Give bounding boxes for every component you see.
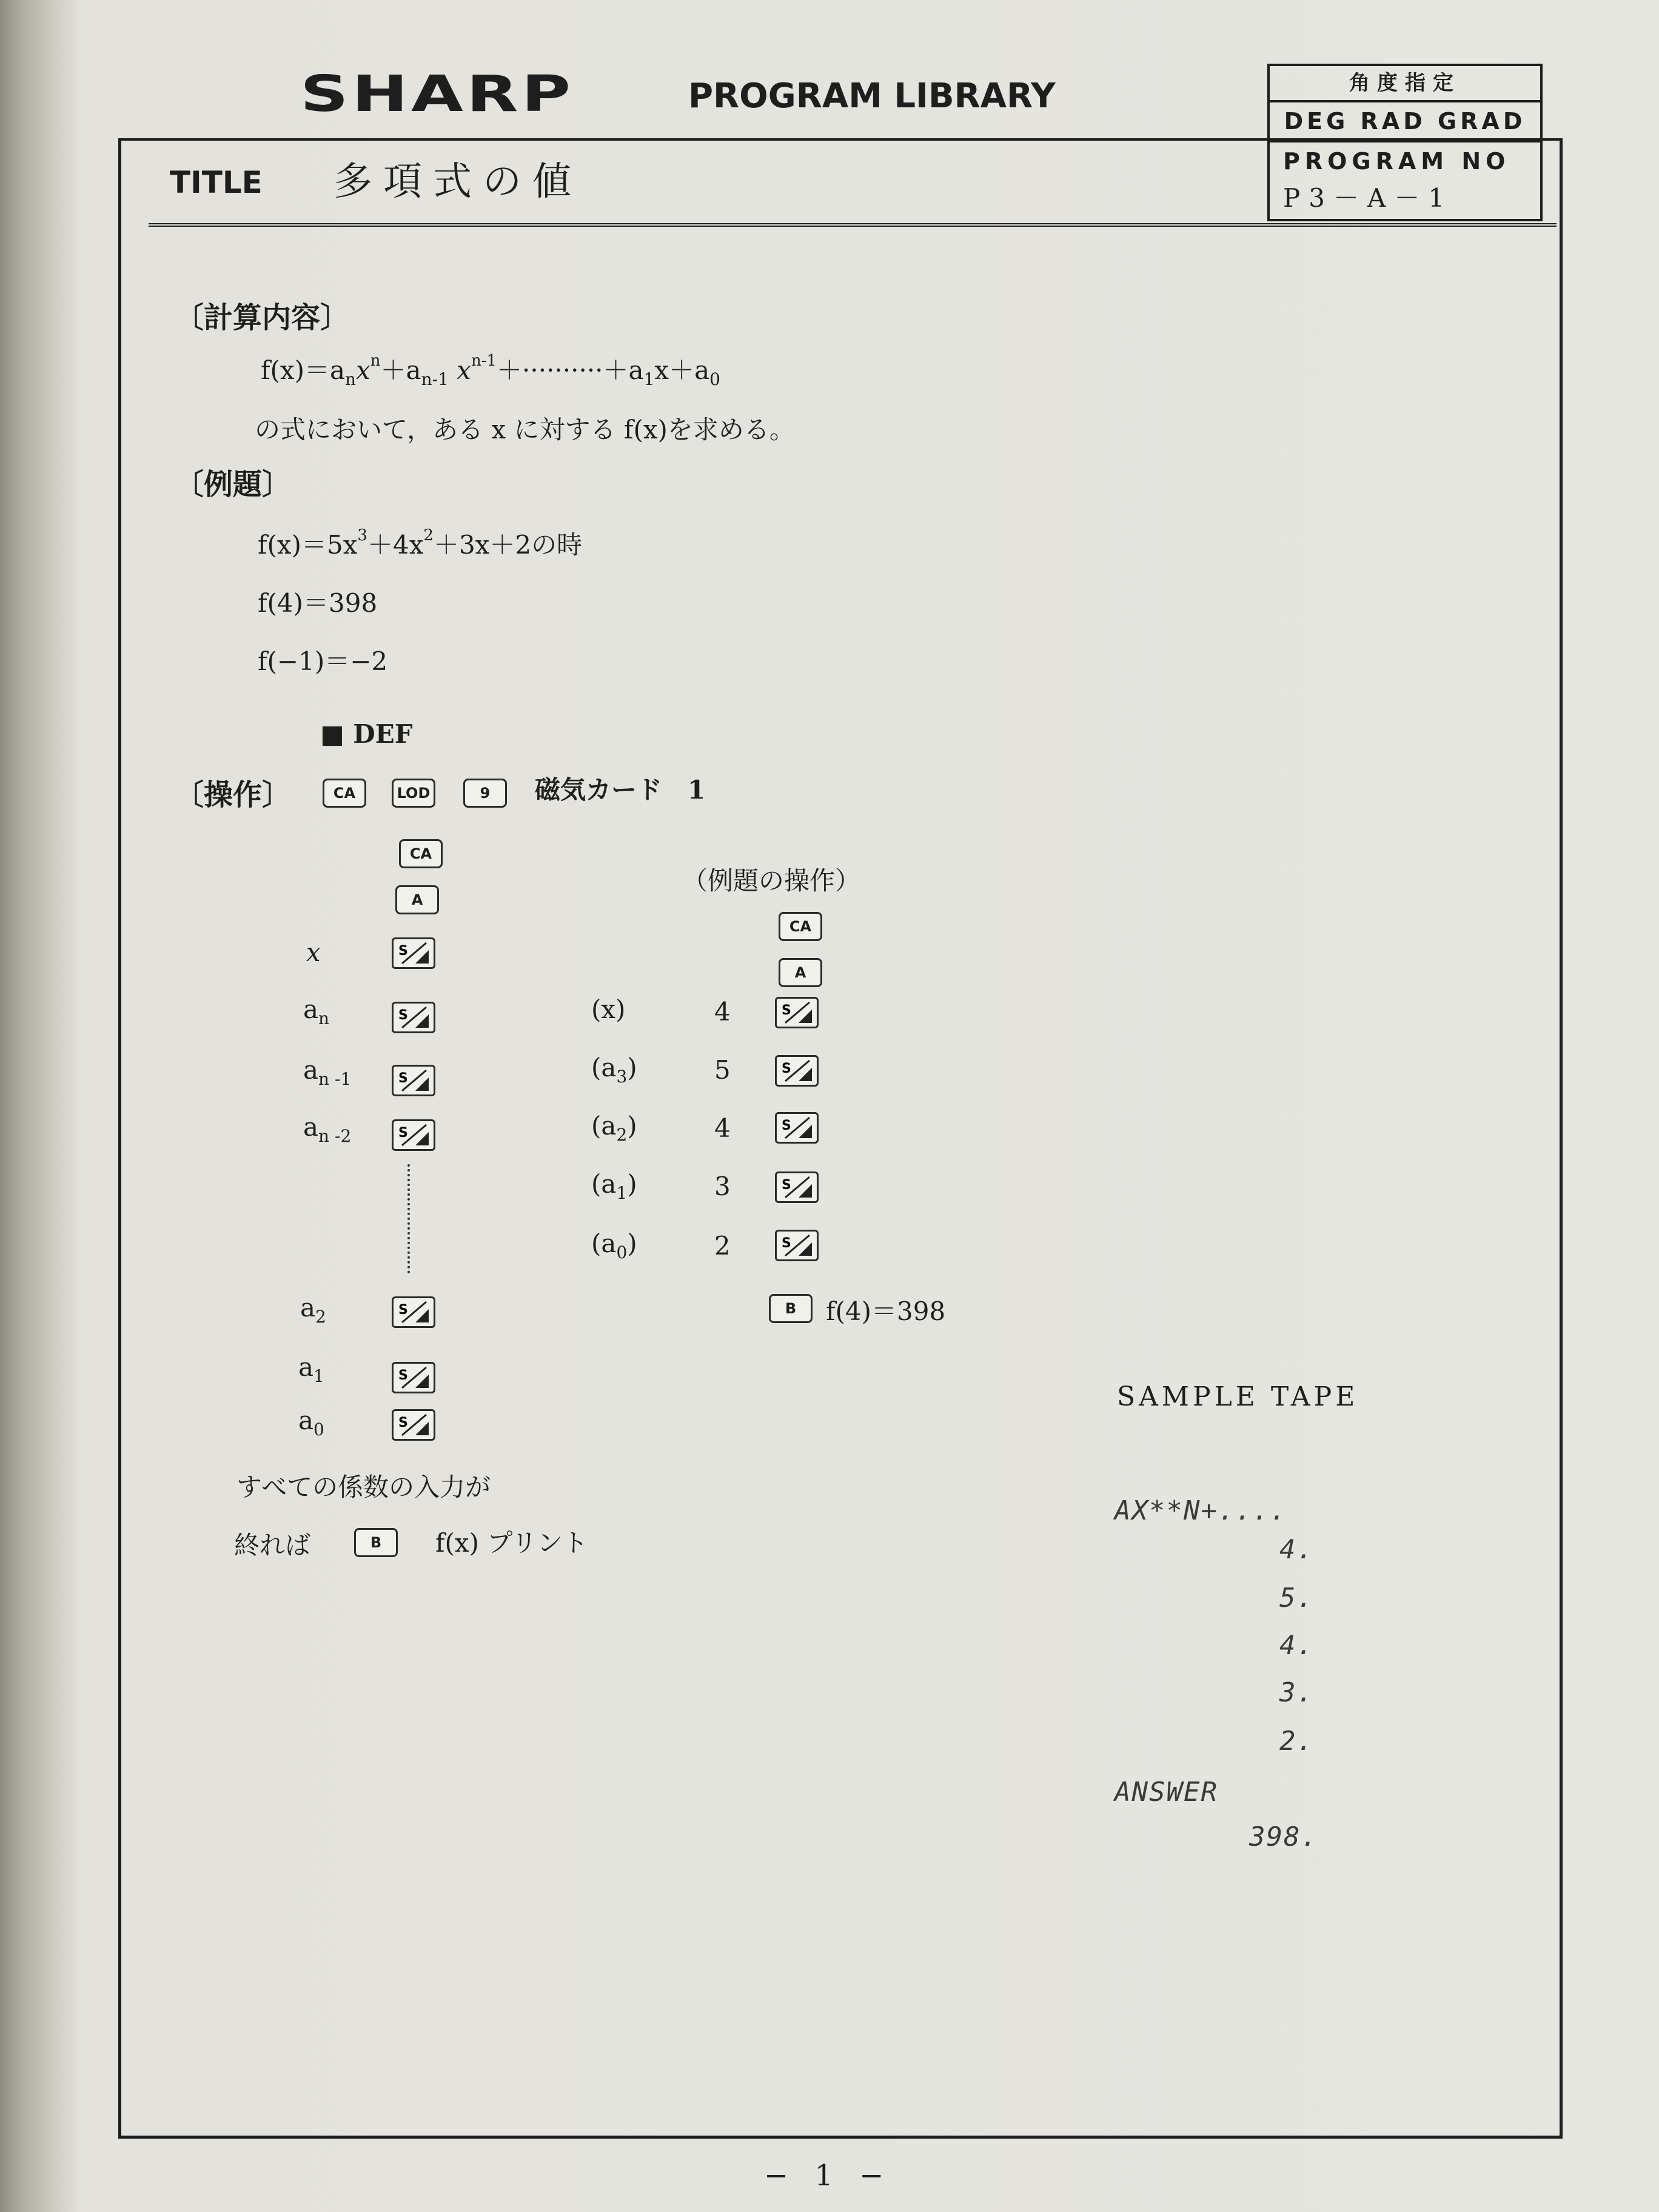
operation-heading: 〔操作〕 <box>175 778 292 812</box>
tape-answer-label: ANSWER <box>1114 1777 1218 1808</box>
title-label: TITLE <box>170 165 263 200</box>
step-var-an-2: $a_{n -2}$ <box>303 1112 352 1146</box>
brand-logo: SHARP <box>300 65 574 123</box>
ex-row-label-x: (x) <box>591 994 626 1024</box>
ex-s-key-3 <box>775 1112 819 1144</box>
svg-text:S: S <box>398 1071 408 1086</box>
calc-description: の式において，ある x に対する f(x)を求める。 <box>255 415 795 444</box>
ex-key-a: A <box>779 958 822 987</box>
svg-text:S: S <box>398 943 408 959</box>
example-equation: $f(x)=5x^3+4x^2+3x+2$の時 <box>258 526 583 560</box>
tape-answer-value: 398. <box>1249 1822 1318 1852</box>
key-lod: LOD <box>392 779 435 808</box>
ex-row-value-x: 4 <box>714 997 731 1027</box>
tape-header: AX**N+.... <box>1114 1495 1287 1526</box>
angle-modes: DEG RAD GRAD <box>1270 102 1540 142</box>
svg-text:S: S <box>782 1178 791 1193</box>
magnetic-card-label: 磁気カード 1 <box>535 775 706 805</box>
ex-row-label-a3: $(a_3)$ <box>591 1053 637 1087</box>
page-title: 多項式の値 <box>333 159 582 204</box>
ex-s-key-2 <box>775 1055 819 1087</box>
svg-text:S: S <box>398 1368 408 1383</box>
svg-text:S: S <box>398 1415 408 1430</box>
example-ops-heading: （例題の操作） <box>682 866 861 896</box>
def-label: ■ DEF <box>320 719 413 749</box>
ex-row-value-a1: 3 <box>714 1171 731 1201</box>
angle-spec-title: 角度指定 <box>1270 66 1540 102</box>
key-b: B <box>354 1528 398 1557</box>
sample-tape-title: SAMPLE TAPE <box>1117 1381 1359 1412</box>
step-var-an-1: $a_{n -1}$ <box>303 1055 352 1089</box>
ex-row-value-a3: 5 <box>714 1055 731 1085</box>
ex-s-key-4 <box>775 1171 819 1203</box>
polynomial-formula: $f(x)=a_nx^n+a_{n-1}$ $x^{n-1}+\cdot\cdot\cdot\cdot\cdot\cdot\cdot\cdot\cdot\cdot+a_1x+a_0$ <box>261 352 720 389</box>
tape-value-2: 5. <box>1279 1583 1314 1614</box>
svg-text:S: S <box>782 1118 791 1133</box>
page-number: − 1 − <box>764 2159 893 2193</box>
s-key-6 <box>392 1362 435 1393</box>
s-key-4 <box>392 1119 435 1151</box>
ex-row-label-a2: $(a_2)$ <box>591 1111 637 1145</box>
step-var-x: x <box>306 937 321 967</box>
ex-row-label-a1: $(a_1)$ <box>591 1169 637 1203</box>
calc-heading: 〔計算内容〕 <box>175 301 350 335</box>
svg-text:S: S <box>398 1125 408 1141</box>
step-var-an: $a_n$ <box>303 994 330 1028</box>
example-result-2: f(−1)＝−2 <box>258 646 388 676</box>
footer-line-2-suffix: f(x) プリント <box>435 1528 588 1558</box>
tape-value-5: 2. <box>1279 1726 1314 1757</box>
step-var-a1: $a_1$ <box>298 1352 324 1386</box>
ex-s-key-5 <box>775 1230 819 1261</box>
ex-row-label-a0: $(a_0)$ <box>591 1228 637 1262</box>
svg-text:S: S <box>398 1008 408 1023</box>
program-no: P3－A－1 <box>1283 183 1453 213</box>
example-heading: 〔例題〕 <box>175 468 292 501</box>
program-no-label: PROGRAM NO <box>1283 148 1510 175</box>
ex-result-text: f(4)＝398 <box>826 1296 946 1326</box>
ex-s-key-1 <box>775 997 819 1028</box>
s-key-5 <box>392 1296 435 1328</box>
tape-value-4: 3. <box>1279 1677 1314 1708</box>
tape-value-1: 4. <box>1279 1534 1314 1565</box>
s-key-2 <box>392 1002 435 1033</box>
ex-key-b: B <box>769 1294 813 1323</box>
key-9: 9 <box>463 779 507 808</box>
book-binding-shadow <box>0 0 79 2212</box>
svg-text:S: S <box>398 1302 408 1318</box>
ex-row-value-a0: 2 <box>714 1231 731 1261</box>
tape-value-3: 4. <box>1279 1630 1314 1661</box>
key-ca: CA <box>323 779 366 808</box>
continuation-dots <box>407 1164 410 1273</box>
s-key-7 <box>392 1409 435 1441</box>
ex-row-value-a2: 4 <box>714 1113 731 1143</box>
library-heading: PROGRAM LIBRARY <box>688 76 1056 116</box>
key-a: A <box>395 885 439 914</box>
key-ca-2: CA <box>399 839 443 868</box>
title-divider <box>149 223 1557 227</box>
footer-line-2-prefix: 終れば <box>234 1530 311 1560</box>
example-result-1: f(4)＝398 <box>258 588 378 618</box>
s-key-3 <box>392 1065 435 1096</box>
footer-line-1: すべての係数の入力が <box>236 1472 491 1502</box>
s-key-1 <box>392 937 435 969</box>
step-var-a2: $a_2$ <box>300 1293 326 1327</box>
step-var-a0: $a_0$ <box>298 1406 324 1439</box>
svg-text:S: S <box>782 1061 791 1076</box>
ex-key-ca: CA <box>779 912 822 941</box>
svg-text:S: S <box>782 1236 791 1251</box>
svg-text:S: S <box>782 1003 791 1018</box>
